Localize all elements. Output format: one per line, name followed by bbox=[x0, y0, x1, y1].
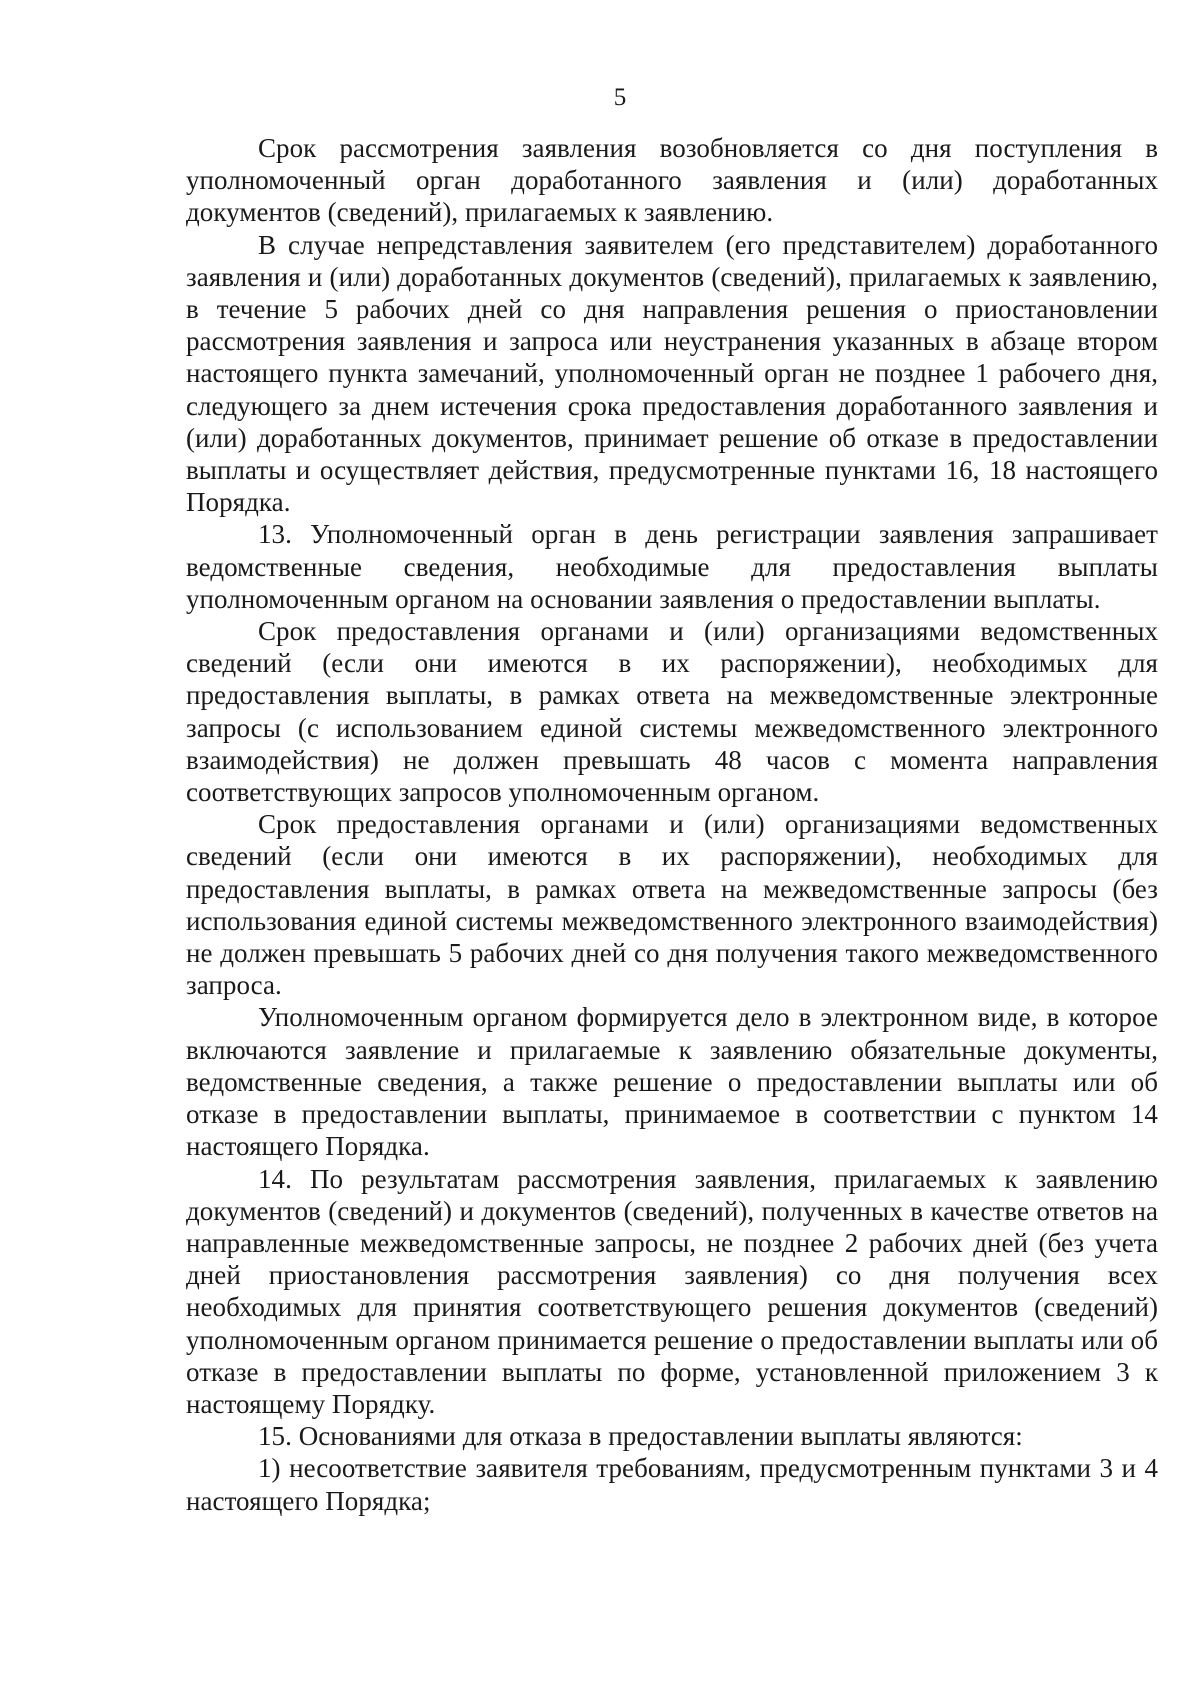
page-number: 5 bbox=[613, 84, 627, 111]
document-body bbox=[186, 132, 1158, 1517]
paragraph-item-14: 14. По результатам рассмотрения заявления, прилагаемых к заявлению документов (сведений) и документов (сведений), полученных в качестве ответов на направленные межведомственные запросы, не позднее 2 рабочих дней (без учета дней приостановления рассмотрения заявления) со дня получения всех необходимых для принятия соответствующего решения документов (сведений) уполномоченным органом принимается решение о предоставлении выплаты или об отказе в предоставлении выплаты по форме, установленной приложением 3 к настоящему Порядку. bbox=[186, 1163, 1158, 1419]
paragraph-item-13: 13. Уполномоченный орган в день регистрации заявления запрашивает ведомственные сведения, необходимые для предоставления выплаты уполномоченным органом на основании заявления о предоставлении выплаты. bbox=[186, 519, 1158, 614]
paragraph: Уполномоченным органом формируется дело в электронном виде, в которое включаются заявление и прилагаемые к заявлению обязательные документы, ведомственные сведения, а также решение о предоставлении выплаты или об отказе в предоставлении выплаты, принимаемое в соответствии с пунктом 14 настоящего Порядка. bbox=[186, 1002, 1158, 1162]
paragraph: Срок рассмотрения заявления возобновляется со дня поступления в уполномоченный орган доработанного заявления и (или) доработанных документов (сведений), прилагаемых к заявлению. bbox=[186, 133, 1158, 228]
list-item: 1) несоответствие заявителя требованиям, предусмотренным пунктами 3 и 4 настоящего Порядка; bbox=[186, 1453, 1158, 1516]
paragraph-item-15: 15. Основаниями для отказа в предоставлении выплаты являются: bbox=[258, 1421, 1023, 1452]
paragraph: Срок предоставления органами и (или) организациями ведомственных сведений (если они имеются в их распоряжении), необходимых для предоставления выплаты, в рамках ответа на межведомственные электронные запросы (с использованием единой системы межведомственного электронного взаимодействия) не должен превышать 48 часов с момента направления соответствующих запросов уполномоченным органом. bbox=[186, 616, 1158, 808]
paragraph: Срок предоставления органами и (или) организациями ведомственных сведений (если они имеются в их распоряжении), необходимых для предоставления выплаты, в рамках ответа на межведомственные запросы (без использования единой системы межведомственного электронного взаимодействия) не должен превышать 5 рабочих дней со дня получения такого межведомственного запроса. bbox=[186, 809, 1158, 1001]
paragraph: В случае непредставления заявителем (его представителем) доработанного заявления и (или) доработанных документов (сведений), прилагаемых к заявлению, в течение 5 рабочих дней со дня направления решения о приостановлении рассмотрения заявления и запроса или неустранения указанных в абзаце втором настоящего пункта замечаний, уполномоченный орган не позднее 1 рабочего дня, следующего за днем истечения срока предоставления доработанного заявления и (или) доработанных документов, принимает решение об отказе в предоставлении выплаты и осуществляет действия, предусмотренные пунктами 16, 18 настоящего Порядка. bbox=[186, 229, 1158, 518]
